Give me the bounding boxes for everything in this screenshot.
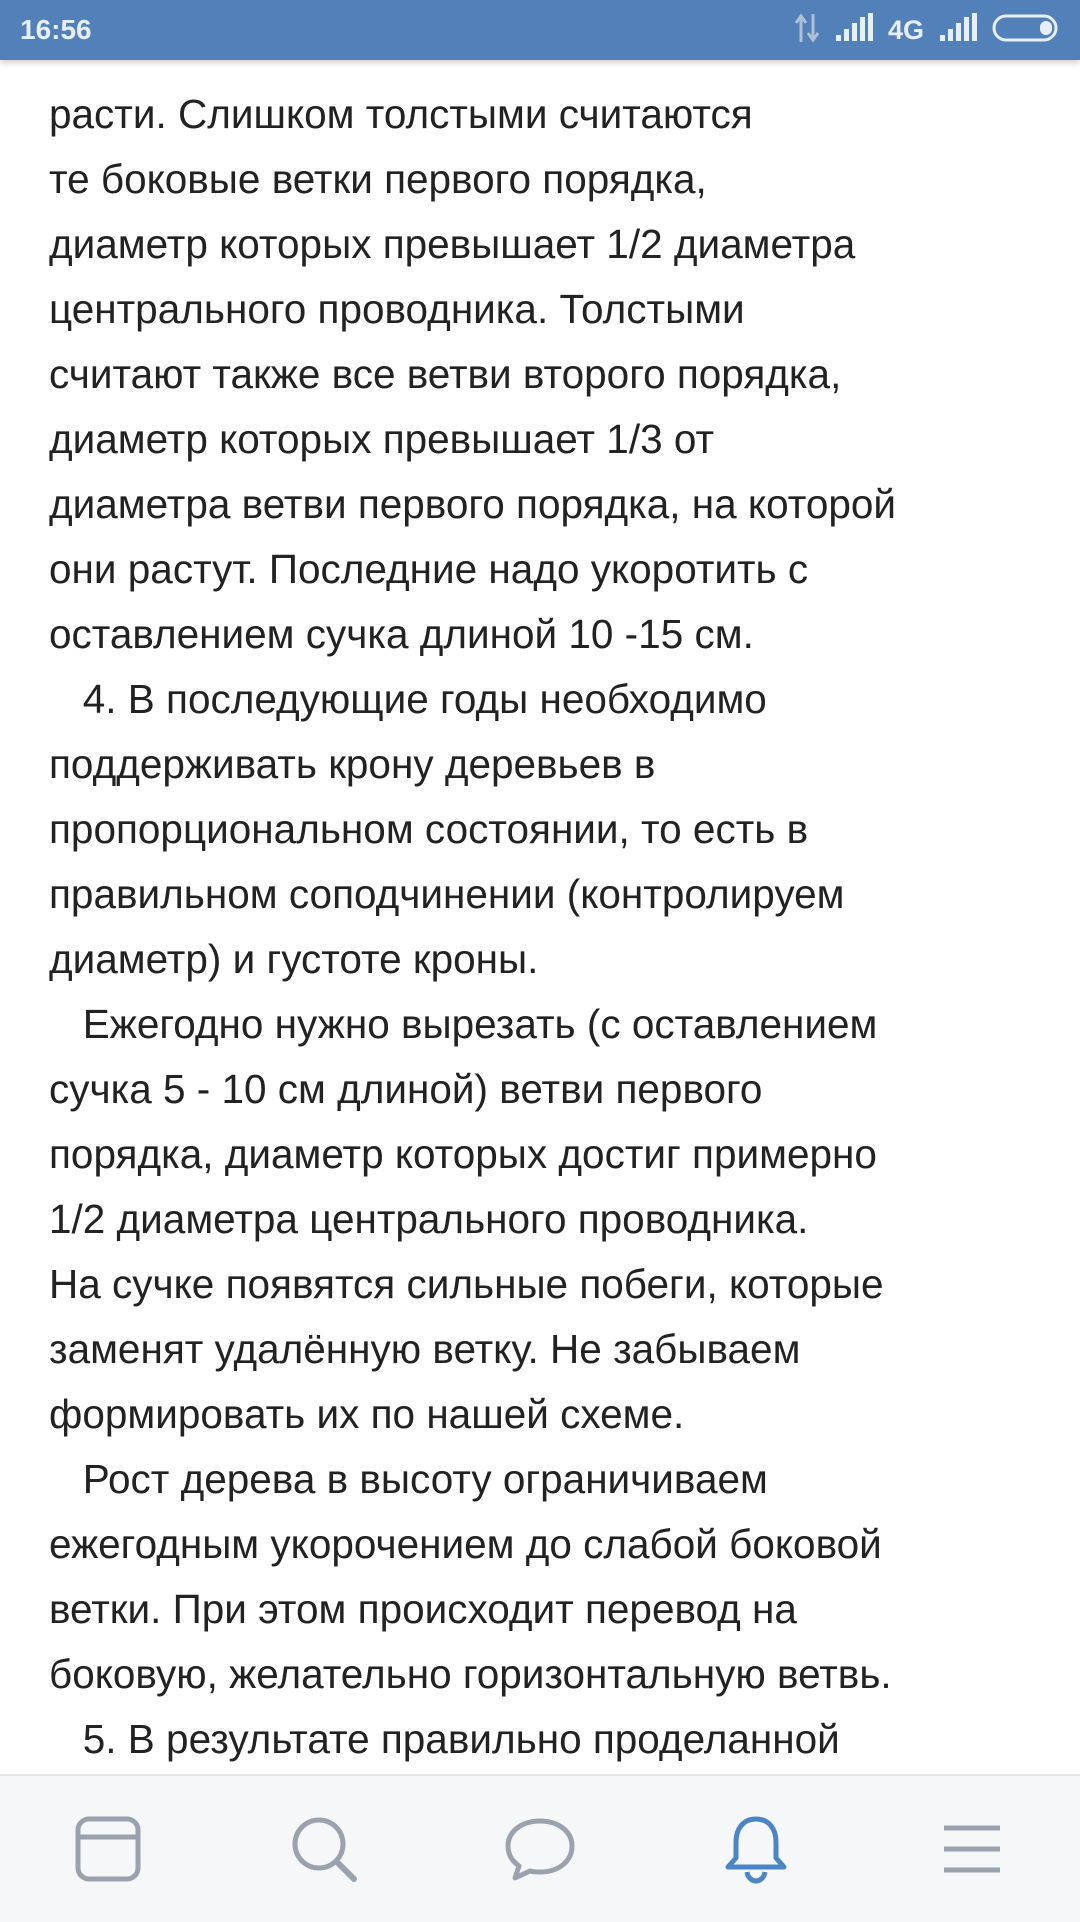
nav-notifications[interactable]: [696, 1776, 816, 1922]
article-line: правильном соподчинении (контролируем: [49, 871, 845, 917]
article-line: порядка, диаметр которых достиг примерно: [49, 1131, 877, 1177]
menu-icon: [942, 1823, 1002, 1875]
messages-icon: [503, 1816, 577, 1882]
article-line: оставлением сучка длиной 10 -15 см.: [49, 611, 754, 657]
article-line: ветки. При этом происходит перевод на: [49, 1586, 797, 1632]
article-line: 1/2 диаметра центрального проводника.: [49, 1196, 809, 1242]
article-line: боковую, желательно горизонтальную ветвь.: [49, 1651, 892, 1697]
article-line: 4. В последующие годы необходимо: [49, 676, 767, 722]
article-line: поддерживать крону деревьев в: [49, 741, 656, 787]
nav-messages[interactable]: [480, 1776, 600, 1922]
search-icon: [290, 1815, 358, 1883]
article-line: диаметр которых превышает 1/3 от: [49, 416, 715, 462]
article-line: они растут. Последние надо укоротить с: [49, 546, 809, 592]
signal-icon: [834, 13, 874, 48]
article-line: На сучке появятся сильные побеги, которые: [49, 1261, 884, 1307]
nav-menu[interactable]: [912, 1776, 1032, 1922]
article-content[interactable]: [0, 60, 1080, 1774]
article-line: те боковые ветки первого порядка,: [49, 156, 707, 202]
article-line: диаметр) и густоте кроны.: [49, 936, 539, 982]
article-line: формировать их по нашей схеме.: [49, 1391, 685, 1437]
article-line: диаметр которых превышает 1/2 диаметра: [49, 221, 856, 267]
notifications-bell-icon: [723, 1814, 789, 1884]
battery-icon: [992, 13, 1062, 48]
article-line: расти. Слишком толстыми считаются: [49, 91, 753, 137]
status-bar: [0, 0, 1080, 60]
news-icon: [75, 1816, 141, 1882]
article-line: диаметра ветви первого порядка, на которой: [49, 481, 897, 527]
signal-icon-2: [938, 13, 978, 48]
article-line: центрального проводника. Толстыми: [49, 286, 745, 332]
article-line: Рост дерева в высоту ограничиваем: [49, 1456, 768, 1502]
article-line: считают также все ветви второго порядка,: [49, 351, 842, 397]
article-line: заменят удалённую ветку. Не забываем: [49, 1326, 801, 1372]
article-line: ежегодным укорочением до слабой боковой: [49, 1521, 882, 1567]
nav-search[interactable]: [264, 1776, 384, 1922]
nav-news[interactable]: [48, 1776, 168, 1922]
article-line: 5. В результате правильно проделанной: [49, 1716, 840, 1762]
status-icons: [794, 0, 1062, 60]
article-line: Ежегодно нужно вырезать (с оставлением: [49, 1001, 878, 1047]
article-line: сучка 5 - 10 см длиной) ветви первого: [49, 1066, 763, 1112]
status-time: 16:56: [20, 14, 92, 45]
data-arrows-icon: [794, 12, 820, 49]
bottom-navigation: [0, 1774, 1080, 1922]
article-line: пропорциональном состоянии, то есть в: [49, 806, 809, 852]
article-text: [49, 82, 1069, 1772]
network-type-label: 4G: [887, 14, 924, 45]
